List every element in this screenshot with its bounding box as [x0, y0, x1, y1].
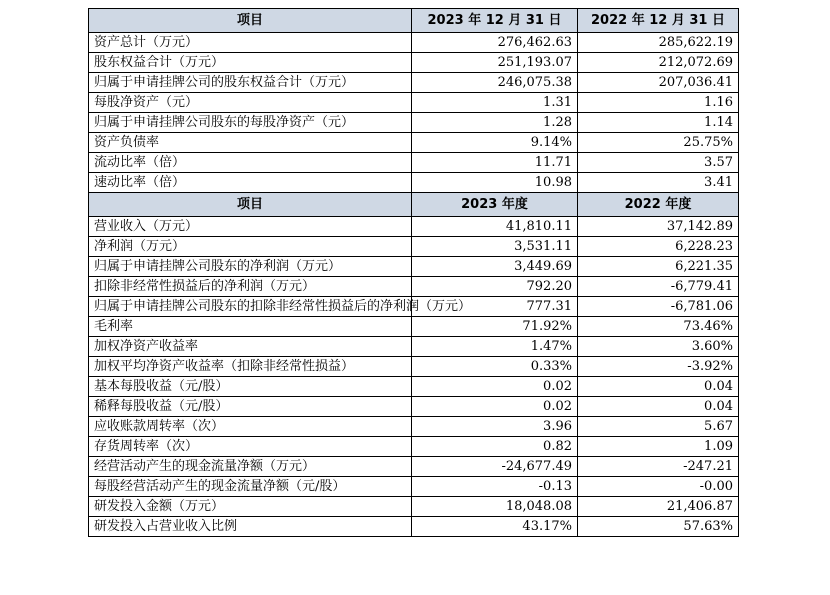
value-2023: 1.28 — [412, 113, 578, 133]
value-2022: 0.04 — [578, 377, 739, 397]
value-2023: 3,449.69 — [412, 257, 578, 277]
value-2022: 5.67 — [578, 417, 739, 437]
table-row — [89, 73, 739, 93]
value-2022: 3.41 — [578, 173, 739, 193]
row-label: 营业收入（万元） — [89, 217, 412, 237]
value-2023: 10.98 — [412, 173, 578, 193]
value-2022: 3.57 — [578, 153, 739, 173]
value-2023: 246,075.38 — [412, 73, 578, 93]
value-2022: 25.75% — [578, 133, 739, 153]
value-2023: 71.92% — [412, 317, 578, 337]
value-2023: 1.31 — [412, 93, 578, 113]
value-2022: 1.09 — [578, 437, 739, 457]
table-row — [89, 497, 739, 517]
header-col-2022: 2022 年度 — [578, 193, 739, 217]
table-row — [89, 417, 739, 437]
row-label: 研发投入金额（万元） — [89, 497, 412, 517]
value-2022: 0.04 — [578, 397, 739, 417]
table-row — [89, 517, 739, 537]
value-2022: 3.60% — [578, 337, 739, 357]
table-row — [89, 397, 739, 417]
row-label: 每股经营活动产生的现金流量净额（元/股） — [89, 477, 412, 497]
row-label: 速动比率（倍） — [89, 173, 412, 193]
table-row — [89, 477, 739, 497]
table-row — [89, 133, 739, 153]
row-label: 加权平均净资产收益率（扣除非经常性损益） — [89, 357, 412, 377]
row-label: 资产总计（万元） — [89, 33, 412, 53]
table-row — [89, 53, 739, 73]
value-2023: 3,531.11 — [412, 237, 578, 257]
value-2022: 73.46% — [578, 317, 739, 337]
value-2023: 18,048.08 — [412, 497, 578, 517]
value-2023: 11.71 — [412, 153, 578, 173]
row-label: 基本每股收益（元/股） — [89, 377, 412, 397]
header-item: 项目 — [89, 193, 412, 217]
value-2022: -6,781.06 — [578, 297, 739, 317]
row-label: 归属于申请挂牌公司股东的每股净资产（元） — [89, 113, 412, 133]
value-2023: 0.82 — [412, 437, 578, 457]
table-row — [89, 33, 739, 53]
table-row — [89, 337, 739, 357]
value-2023: 41,810.11 — [412, 217, 578, 237]
table-row — [89, 153, 739, 173]
value-2022: 6,221.35 — [578, 257, 739, 277]
row-label: 扣除非经常性损益后的净利润（万元） — [89, 277, 412, 297]
row-label: 归属于申请挂牌公司的股东权益合计（万元） — [89, 73, 412, 93]
table-header-row — [89, 193, 739, 217]
value-2022: 21,406.87 — [578, 497, 739, 517]
value-2022: 285,622.19 — [578, 33, 739, 53]
value-2023: 9.14% — [412, 133, 578, 153]
value-2022: 57.63% — [578, 517, 739, 537]
header-col-2022: 2022 年 12 月 31 日 — [578, 9, 739, 33]
table-row — [89, 277, 739, 297]
value-2023: 3.96 — [412, 417, 578, 437]
value-2022: 6,228.23 — [578, 237, 739, 257]
row-label: 加权净资产收益率 — [89, 337, 412, 357]
value-2022: 1.16 — [578, 93, 739, 113]
table-row — [89, 173, 739, 193]
table-row — [89, 357, 739, 377]
header-col-2023: 2023 年 12 月 31 日 — [412, 9, 578, 33]
value-2023: 0.33% — [412, 357, 578, 377]
row-label: 存货周转率（次） — [89, 437, 412, 457]
row-label: 归属于申请挂牌公司股东的净利润（万元） — [89, 257, 412, 277]
table-row — [89, 217, 739, 237]
table-row — [89, 113, 739, 133]
value-2023: 1.47% — [412, 337, 578, 357]
row-label: 归属于申请挂牌公司股东的扣除非经常性损益后的净利润（万元） — [89, 297, 412, 317]
value-2022: 1.14 — [578, 113, 739, 133]
table-row — [89, 377, 739, 397]
value-2023: 0.02 — [412, 397, 578, 417]
row-label: 净利润（万元） — [89, 237, 412, 257]
value-2022: 207,036.41 — [578, 73, 739, 93]
row-label: 应收账款周转率（次） — [89, 417, 412, 437]
row-label: 每股净资产（元） — [89, 93, 412, 113]
table-row — [89, 93, 739, 113]
value-2023: 777.31 — [412, 297, 578, 317]
row-label: 研发投入占营业收入比例 — [89, 517, 412, 537]
table-row — [89, 237, 739, 257]
row-label: 毛利率 — [89, 317, 412, 337]
row-label: 经营活动产生的现金流量净额（万元） — [89, 457, 412, 477]
value-2022: -6,779.41 — [578, 277, 739, 297]
table-header-row — [89, 9, 739, 33]
value-2023: 276,462.63 — [412, 33, 578, 53]
value-2023: 43.17% — [412, 517, 578, 537]
header-col-2023: 2023 年度 — [412, 193, 578, 217]
table-row — [89, 437, 739, 457]
financial-summary-table — [88, 8, 739, 537]
table-row — [89, 457, 739, 477]
row-label: 股东权益合计（万元） — [89, 53, 412, 73]
header-item: 项目 — [89, 9, 412, 33]
table-row — [89, 317, 739, 337]
value-2022: -3.92% — [578, 357, 739, 377]
value-2023: 792.20 — [412, 277, 578, 297]
value-2023: -0.13 — [412, 477, 578, 497]
row-label: 稀释每股收益（元/股） — [89, 397, 412, 417]
table-row — [89, 257, 739, 277]
value-2022: 37,142.89 — [578, 217, 739, 237]
row-label: 资产负债率 — [89, 133, 412, 153]
value-2023: 0.02 — [412, 377, 578, 397]
value-2022: -247.21 — [578, 457, 739, 477]
value-2023: -24,677.49 — [412, 457, 578, 477]
row-label: 流动比率（倍） — [89, 153, 412, 173]
value-2022: 212,072.69 — [578, 53, 739, 73]
table-row — [89, 297, 739, 317]
value-2023: 251,193.07 — [412, 53, 578, 73]
value-2022: -0.00 — [578, 477, 739, 497]
